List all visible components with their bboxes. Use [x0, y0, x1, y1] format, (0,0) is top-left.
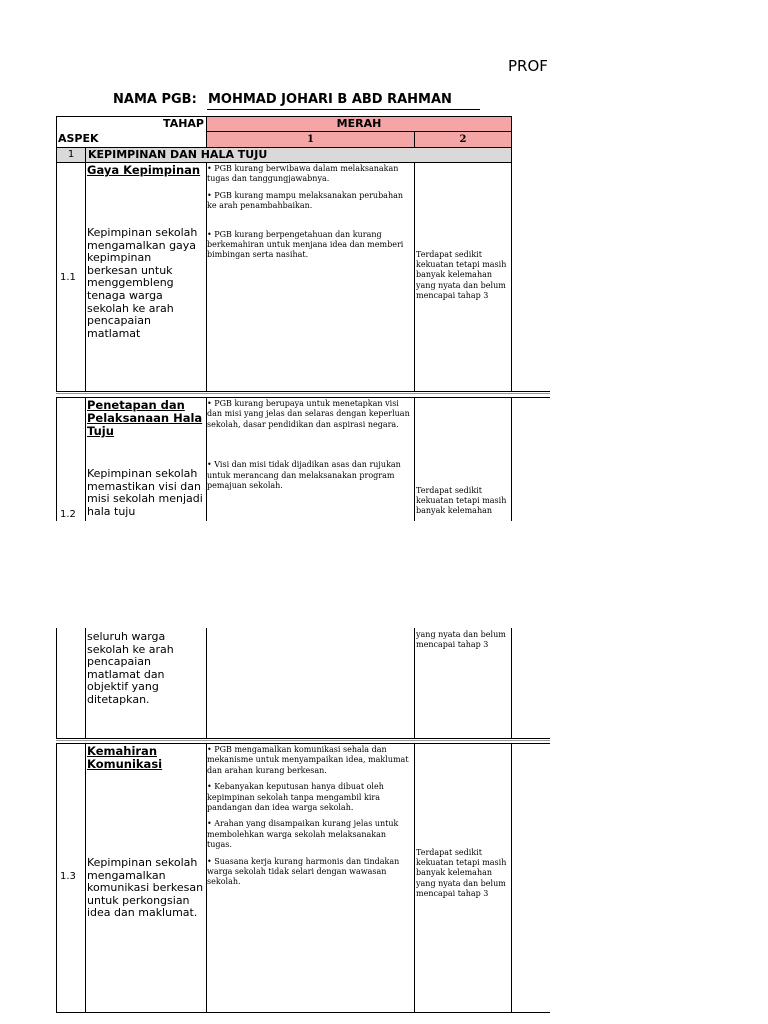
row-number: 1.2: [60, 509, 76, 520]
criteria-item: • Visi dan misi tidak dijadikan asas dan rujukan untuk merancang dan melaksanakan program pemajuan sekolah.: [207, 460, 401, 491]
row-number: 1.3: [60, 871, 76, 882]
desc-clip: [87, 468, 206, 521]
section-title: KEPIMPINAN DAN HALA TUJU: [85, 147, 512, 163]
criteria-item: • PGB mengamalkan komunikasi sehala dan mekanisme untuk menyampaikan idea, maklumat dan arahan kurang berkesan.: [207, 745, 409, 775]
row-title: Kemahiran Komunikasi: [87, 744, 163, 771]
criteria-clip: [207, 399, 413, 521]
nama-pgb-label: NAMA PGB:: [113, 92, 197, 107]
row-description: Kepimpinan sekolah mengamalkan gaya kepimpinan berkesan untuk menggembleng tenaga warga sekolah ke arah pencapaian matlamat: [87, 226, 198, 340]
criteria-item: • PGB kurang berupaya untuk menetapkan visi dan misi yang jelas dan selaras dengan keperluan sekolah, dasar pendidikan dan aspirasi negara.: [207, 399, 410, 429]
tahap2-text: Terdapat sedikit kekuatan tetapi masih banyak kelemahan yang nyata dan belum mencapai tahap 3: [416, 250, 507, 300]
row-description-continued: seluruh warga sekolah ke arah pencapaian matlamat dan objektif yang ditetapkan.: [87, 630, 174, 706]
criteria-item: • Suasana kerja kurang harmonis dan tindakan warga sekolah tidak selari dengan wawasan sekolah.: [207, 856, 400, 887]
criteria-list: [207, 164, 413, 267]
tahap2-text: Terdapat sedikit kekuatan tetapi masih banyak kelemahan: [416, 486, 507, 516]
row-title: Gaya Kepimpinan: [87, 163, 201, 177]
tahap-label: TAHAP: [163, 117, 204, 130]
section-number: 1: [56, 147, 86, 163]
row-description: Kepimpinan sekolah mengamalkan komunikasi berkesan untuk perkongsian idea dan maklumat.: [87, 856, 204, 920]
criteria-item: • PGB kurang berpengetahuan dan kurang berkemahiran untuk menjana idea dan memberi bimbingan serta nasihat.: [207, 229, 404, 260]
criteria-list: [207, 399, 413, 491]
nama-underline: [207, 109, 480, 110]
criteria-item: • PGB kurang mampu melaksanakan perubahan ke arah penambahbaikan.: [207, 190, 404, 211]
criteria-item: • PGB kurang berwibawa dalam melaksanakan tugas dan tanggungjawabnya.: [207, 164, 399, 184]
row-number: 1.1: [60, 272, 76, 283]
criteria-item: • Kebanyakan keputusan hanya dibuat oleh kepimpinan sekolah tanpa mengambil kira pandangan dan idea warga sekolah.: [207, 782, 384, 813]
row-title: Penetapan dan Pelaksanaan Hala Tuju: [87, 398, 203, 438]
merah-header: MERAH: [206, 116, 512, 132]
criteria-item: • Arahan yang disampaikan kurang jelas untuk membolehkan warga sekolah melaksanakan tugas.: [207, 819, 399, 850]
col1-header: 1: [206, 131, 415, 148]
aspek-tahap-cell: [56, 116, 207, 148]
tahap2-text-continued: yang nyata dan belum mencapai tahap 3: [416, 630, 506, 650]
page-title-partial: PROF: [508, 57, 548, 75]
criteria-list: [207, 745, 413, 894]
row-description: Kepimpinan sekolah memastikan visi dan misi sekolah menjadi hala tuju: [87, 468, 203, 518]
nama-pgb-value: MOHMAD JOHARI B ABD RAHMAN: [208, 92, 452, 107]
aspek-label: ASPEK: [58, 132, 99, 145]
tahap2-clip: [416, 486, 511, 521]
col2-header: 2: [414, 131, 512, 148]
tahap2-text: Terdapat sedikit kekuatan tetapi masih banyak kelemahan yang nyata dan belum mencapai tahap 3: [416, 848, 507, 898]
